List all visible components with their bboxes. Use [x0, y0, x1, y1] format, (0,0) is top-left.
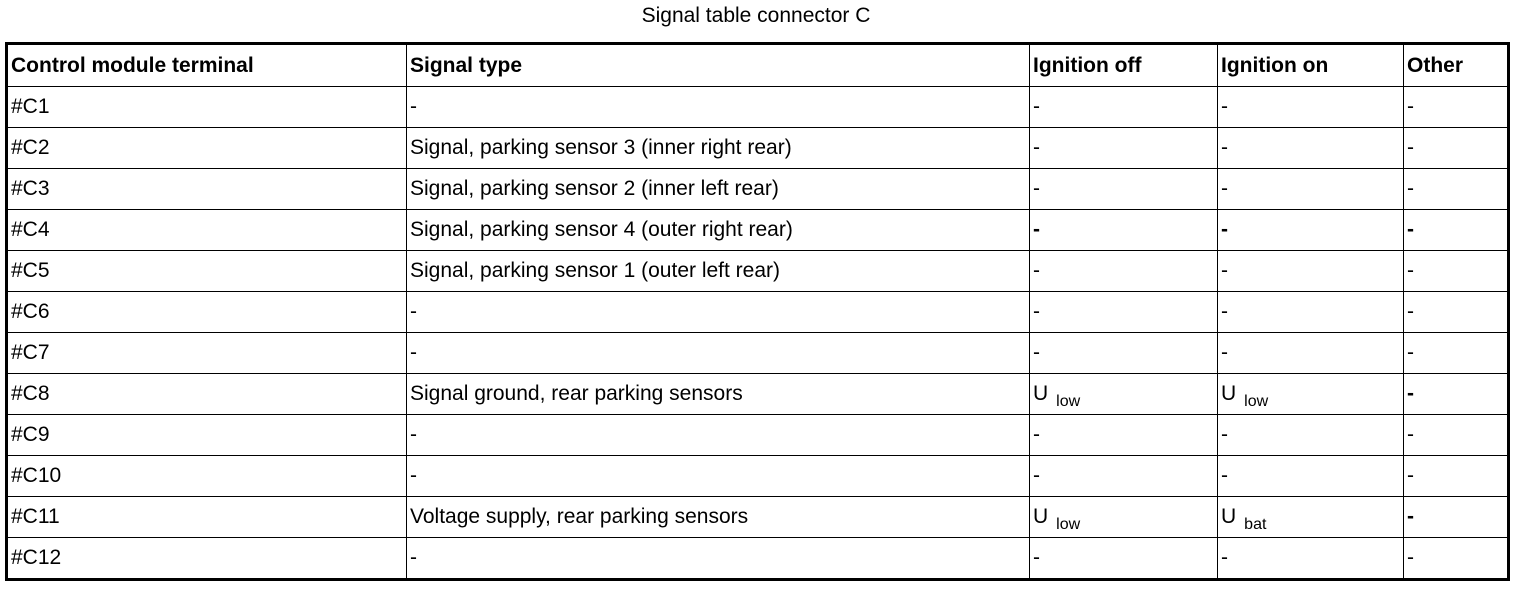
cell-ignition-off [1030, 292, 1218, 333]
cell-ignition-off-value: - [1033, 218, 1040, 241]
cell-terminal: #C2 [7, 128, 407, 169]
cell-ignition-on-value: - [1221, 95, 1228, 118]
table-title: Signal table connector C [641, 4, 871, 27]
cell-ignition-off [1030, 333, 1218, 374]
cell-ignition-off-value: - [1033, 464, 1040, 487]
signal-table [5, 42, 1510, 581]
cell-ignition-on-value: U [1221, 382, 1237, 405]
table-row [7, 210, 1509, 251]
cell-ignition-off [1030, 169, 1218, 210]
table-row [7, 169, 1509, 210]
cell-ignition-off-value: - [1033, 136, 1040, 159]
table-row [7, 128, 1509, 169]
cell-other: - [1404, 210, 1509, 251]
cell-ignition-on-value: - [1221, 259, 1228, 282]
header-ignition-off: Ignition off [1030, 44, 1218, 87]
cell-signal-type: - [407, 538, 1030, 580]
cell-ignition-on-value: - [1221, 177, 1228, 200]
cell-ignition-off [1030, 497, 1218, 538]
cell-ignition-off-value: - [1033, 546, 1040, 569]
cell-ignition-on [1218, 538, 1404, 580]
cell-signal-type: Signal, parking sensor 3 (inner right rear) [407, 128, 1030, 169]
cell-ignition-on-value: U [1221, 505, 1237, 528]
cell-ignition-on-value: - [1221, 136, 1228, 159]
cell-ignition-on [1218, 333, 1404, 374]
cell-other: - [1404, 333, 1509, 374]
cell-ignition-off [1030, 415, 1218, 456]
cell-other: - [1404, 128, 1509, 169]
cell-ignition-off-value: - [1033, 177, 1040, 200]
cell-other: - [1404, 538, 1509, 580]
cell-terminal: #C11 [7, 497, 407, 538]
cell-ignition-on [1218, 292, 1404, 333]
table-row [7, 538, 1509, 580]
cell-ignition-off-value: - [1033, 95, 1040, 118]
cell-ignition-off [1030, 538, 1218, 580]
cell-ignition-off [1030, 210, 1218, 251]
cell-signal-type: - [407, 415, 1030, 456]
table-row [7, 374, 1509, 415]
table-row [7, 456, 1509, 497]
cell-signal-type: - [407, 292, 1030, 333]
cell-terminal: #C4 [7, 210, 407, 251]
cell-ignition-off-value: - [1033, 341, 1040, 364]
cell-ignition-on [1218, 251, 1404, 292]
cell-ignition-off [1030, 456, 1218, 497]
cell-terminal: #C6 [7, 292, 407, 333]
cell-ignition-on-value: - [1221, 546, 1228, 569]
cell-other: - [1404, 374, 1509, 415]
cell-ignition-on [1218, 415, 1404, 456]
cell-ignition-on [1218, 128, 1404, 169]
cell-ignition-on-value: - [1221, 464, 1228, 487]
cell-ignition-on-value: - [1221, 300, 1228, 323]
cell-ignition-on-value: - [1221, 423, 1228, 446]
cell-other: - [1404, 251, 1509, 292]
cell-terminal: #C3 [7, 169, 407, 210]
cell-signal-type: Voltage supply, rear parking sensors [407, 497, 1030, 538]
cell-terminal: #C9 [7, 415, 407, 456]
table-row [7, 251, 1509, 292]
cell-terminal: #C5 [7, 251, 407, 292]
cell-other: - [1404, 87, 1509, 128]
cell-ignition-on [1218, 497, 1404, 538]
cell-ignition-on [1218, 210, 1404, 251]
cell-other: - [1404, 415, 1509, 456]
cell-terminal: #C8 [7, 374, 407, 415]
cell-ignition-on-value: - [1221, 341, 1228, 364]
cell-ignition-off-value: - [1033, 423, 1040, 446]
header-other: Other [1404, 44, 1509, 87]
table-row [7, 497, 1509, 538]
cell-other: - [1404, 456, 1509, 497]
cell-terminal: #C12 [7, 538, 407, 580]
cell-signal-type: Signal, parking sensor 4 (outer right rear) [407, 210, 1030, 251]
table-body [7, 87, 1509, 580]
cell-signal-type: - [407, 87, 1030, 128]
cell-ignition-off [1030, 128, 1218, 169]
table-row [7, 87, 1509, 128]
cell-ignition-on [1218, 87, 1404, 128]
cell-ignition-off-value: - [1033, 259, 1040, 282]
cell-ignition-off-value: U [1033, 505, 1049, 528]
cell-ignition-off [1030, 374, 1218, 415]
header-ignition-on: Ignition on [1218, 44, 1404, 87]
cell-terminal: #C7 [7, 333, 407, 374]
cell-ignition-on [1218, 374, 1404, 415]
cell-ignition-on-value: - [1221, 218, 1228, 241]
header-terminal: Control module terminal [7, 44, 407, 87]
cell-ignition-off-subscript: low [1056, 393, 1081, 410]
header-row [7, 44, 1509, 87]
cell-ignition-off [1030, 251, 1218, 292]
table-row [7, 292, 1509, 333]
cell-ignition-off-subscript: low [1056, 516, 1081, 533]
cell-ignition-off [1030, 87, 1218, 128]
cell-signal-type: - [407, 333, 1030, 374]
cell-ignition-off-value: U [1033, 382, 1049, 405]
cell-signal-type: Signal, parking sensor 1 (outer left rear) [407, 251, 1030, 292]
cell-terminal: #C1 [7, 87, 407, 128]
cell-signal-type: - [407, 456, 1030, 497]
table-row [7, 333, 1509, 374]
cell-signal-type: Signal ground, rear parking sensors [407, 374, 1030, 415]
cell-ignition-on-subscript: low [1244, 393, 1269, 410]
cell-other: - [1404, 169, 1509, 210]
cell-ignition-on [1218, 169, 1404, 210]
cell-ignition-on [1218, 456, 1404, 497]
cell-ignition-off-value: - [1033, 300, 1040, 323]
table-row [7, 415, 1509, 456]
cell-other: - [1404, 292, 1509, 333]
cell-ignition-on-subscript: bat [1244, 516, 1267, 533]
cell-other: - [1404, 497, 1509, 538]
cell-signal-type: Signal, parking sensor 2 (inner left rear) [407, 169, 1030, 210]
header-signal-type: Signal type [407, 44, 1030, 87]
cell-terminal: #C10 [7, 456, 407, 497]
